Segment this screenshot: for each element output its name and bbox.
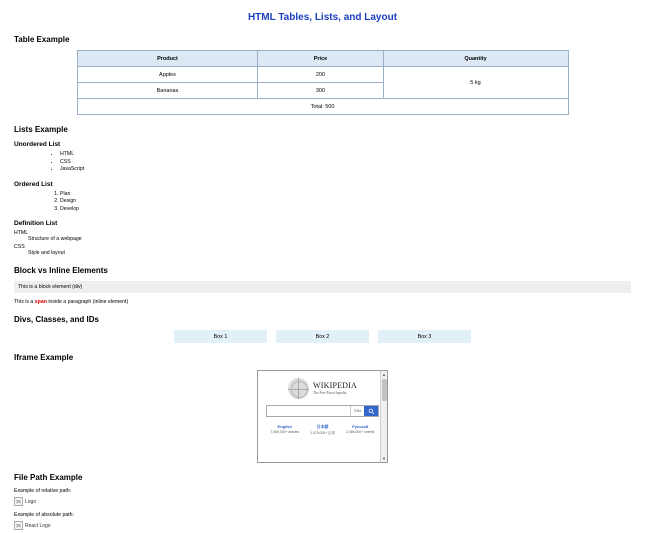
- subheading-ordered-list: Ordered List: [14, 180, 53, 188]
- broken-image-icon: [14, 521, 23, 530]
- list-item: • JavaScript: [60, 166, 631, 174]
- cell-price: 200: [258, 67, 383, 83]
- cell-total: Total: 500: [77, 99, 568, 115]
- definition-term: CSS: [14, 244, 25, 251]
- inline-prefix-text: This is a: [14, 299, 35, 306]
- iframe-scrollbar[interactable]: [380, 371, 387, 462]
- wikipedia-search-button[interactable]: [364, 406, 378, 416]
- wikipedia-language-list: [267, 424, 378, 435]
- wikipedia-language-value: EN: [354, 409, 360, 414]
- products-table: [77, 50, 569, 115]
- cell-quantity-merged: 5 kg: [383, 67, 568, 99]
- table-footer-row: [77, 99, 568, 115]
- box-3: Box 3: [378, 330, 471, 343]
- box-row: [14, 330, 631, 343]
- inline-paragraph: [14, 299, 631, 305]
- wikipedia-language-name: 日本語: [316, 424, 329, 430]
- chevron-down-icon: ▾: [359, 409, 361, 414]
- list-item: 1. Plan: [60, 191, 631, 199]
- wikipedia-language-selector[interactable]: [350, 406, 364, 416]
- scroll-up-icon[interactable]: ▲: [382, 372, 386, 378]
- wikipedia-page: [258, 371, 387, 462]
- section-heading-filepath: File Path Example: [14, 473, 83, 483]
- broken-image-alt-text: Logo: [25, 498, 37, 505]
- table-header-row: [77, 51, 568, 67]
- table-container: [14, 50, 631, 115]
- inline-span-highlight: span: [34, 299, 47, 306]
- list-item: 3. Develop: [60, 206, 631, 214]
- cell-product: Bananas: [77, 83, 258, 99]
- search-icon: [368, 408, 375, 415]
- subheading-definition-list: Definition List: [14, 220, 58, 228]
- column-header-price: Price: [258, 51, 383, 67]
- table-head: [77, 51, 568, 67]
- definition-list: [14, 230, 631, 256]
- block-element-div: This is a block element (div): [14, 281, 631, 293]
- iframe-container: [14, 370, 631, 463]
- definition-description: Style and layout: [28, 250, 65, 257]
- list-item: • CSS: [60, 159, 631, 167]
- section-heading-divs: Divs, Classes, and IDs: [14, 315, 99, 325]
- table-row: [77, 67, 568, 83]
- wikipedia-article-count: 1,475,000+ 記事: [310, 431, 335, 436]
- wikipedia-language-name: English: [277, 424, 292, 430]
- broken-image-icon: [14, 497, 23, 506]
- list-item: • HTML: [60, 151, 631, 159]
- absolute-path-label: Example of absolute path:: [14, 512, 74, 519]
- cell-product: Apples: [77, 67, 258, 83]
- section-heading-table: Table Example: [14, 35, 70, 44]
- wikipedia-language-entry[interactable]: [267, 424, 303, 435]
- wikipedia-header: [264, 378, 381, 399]
- wikipedia-tagline: The Free Encyclopedia: [312, 391, 347, 396]
- wikipedia-search-bar[interactable]: [266, 405, 379, 417]
- column-header-product: Product: [77, 51, 258, 67]
- scroll-down-icon[interactable]: ▼: [382, 456, 386, 462]
- wikipedia-language-entry[interactable]: [342, 424, 378, 435]
- broken-image-absolute: [14, 521, 51, 530]
- section-heading-lists: Lists Example: [14, 125, 68, 134]
- wikipedia-iframe[interactable]: [257, 370, 388, 463]
- table-body: [77, 67, 568, 115]
- wikipedia-wordmark: WIKIPEDIA: [312, 381, 357, 391]
- wikipedia-article-count: 7,065,000+ articles: [270, 430, 300, 435]
- list-item: 2. Design: [60, 198, 631, 206]
- unordered-list: [14, 151, 631, 174]
- wikipedia-language-name: Русский: [352, 424, 369, 430]
- wikipedia-language-entry[interactable]: [305, 424, 341, 435]
- subheading-unordered-list: Unordered List: [14, 141, 61, 148]
- definition-description: Structure of a webpage: [28, 236, 82, 243]
- ordered-list: [14, 191, 631, 214]
- definition-term: HTML: [14, 230, 29, 237]
- wikipedia-article-count: 2,066,000+ статей: [346, 430, 375, 435]
- relative-path-label: Example of relative path:: [14, 488, 72, 495]
- section-heading-iframe: Iframe Example: [14, 353, 74, 363]
- inline-suffix-text: inside a paragraph (inline element): [46, 299, 129, 306]
- box-2: Box 2: [276, 330, 369, 343]
- box-1: Box 1: [174, 330, 267, 343]
- cell-price: 300: [258, 83, 383, 99]
- broken-image-relative: [14, 497, 36, 506]
- section-heading-block-inline: Block vs Inline Elements: [14, 266, 108, 276]
- wikipedia-wordmark-block: [313, 382, 357, 395]
- wikipedia-search-input[interactable]: [267, 406, 350, 416]
- scrollbar-thumb[interactable]: [382, 379, 387, 401]
- broken-image-alt-text: React Logo: [25, 522, 51, 529]
- wikipedia-globe-icon: [288, 378, 309, 399]
- column-header-quantity: Quantity: [383, 51, 568, 67]
- page-title: HTML Tables, Lists, and Layout: [247, 12, 398, 23]
